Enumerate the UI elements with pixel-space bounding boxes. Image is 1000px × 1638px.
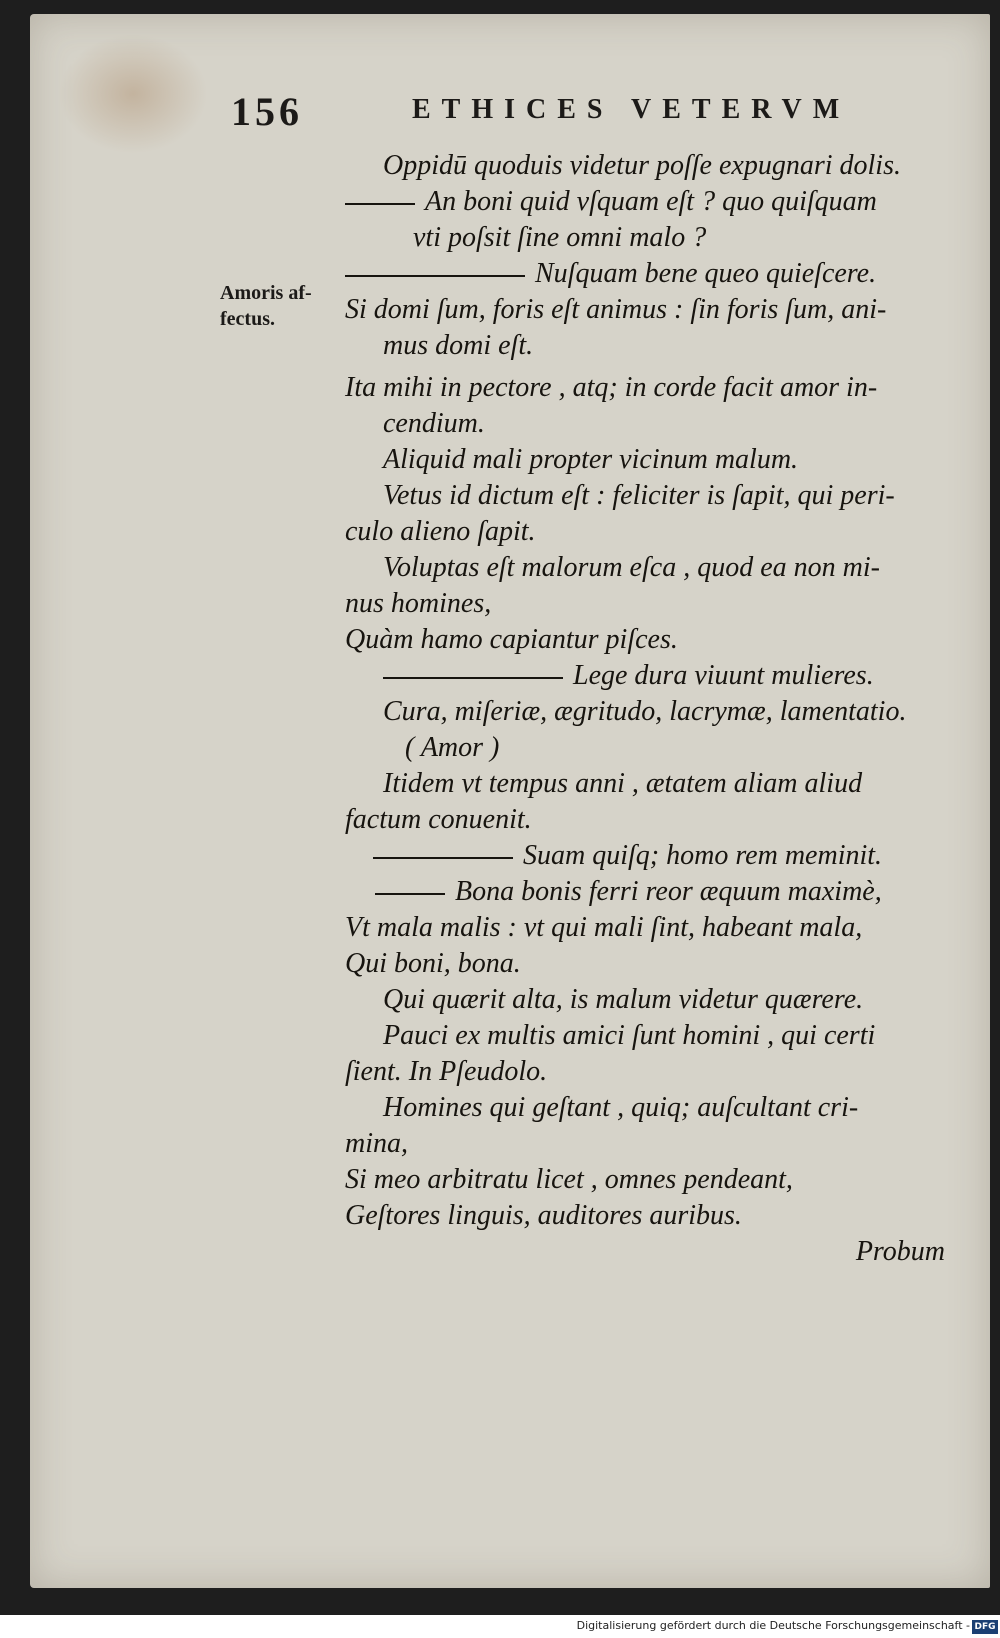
- funding-credit: Digitalisierung gefördert durch die Deutsche Forschungsgemeinschaft -: [576, 1619, 970, 1632]
- text-line: mina,: [345, 1128, 408, 1159]
- text-line: factum conuenit.: [345, 804, 532, 835]
- marginal-note-line: fectus.: [220, 308, 275, 330]
- text-line: Pauci ex multis amici ſunt homini , qui certi: [383, 1020, 876, 1051]
- running-title: ETHICES VETERVM: [412, 94, 851, 125]
- text-line-content: Lege dura viuunt mulieres.: [573, 660, 874, 691]
- text-line: [345, 256, 945, 292]
- text-line: Si domi ſum, foris eſt animus : ſin foris ſum, ani-: [345, 294, 887, 325]
- text-line: Homines qui geſtant , quiq; auſcultant cri-: [383, 1092, 859, 1123]
- text-line-content: Bona bonis ferri reor æquum maximè,: [455, 876, 882, 907]
- marginal-note: [220, 280, 320, 332]
- text-line: Si meo arbitratu licet , omnes pendeant,: [345, 1164, 793, 1195]
- dfg-logo-icon: DFG: [972, 1620, 998, 1634]
- dash-rule: [373, 857, 513, 859]
- text-line: culo alieno ſapit.: [345, 516, 536, 547]
- text-line: [345, 184, 945, 220]
- text-line: Qui boni, bona.: [345, 948, 521, 979]
- text-line: Voluptas eſt malorum eſca , quod ea non mi-: [383, 552, 880, 583]
- text-line: [345, 658, 945, 694]
- body-text: [345, 148, 945, 1270]
- dash-rule: [375, 893, 445, 895]
- catchword: Probum: [855, 1236, 945, 1267]
- text-line: ſient. In Pſeudolo.: [345, 1056, 548, 1087]
- text-line-content: Nuſquam bene queo quieſcere.: [535, 258, 877, 289]
- text-line: ( Amor ): [405, 732, 500, 763]
- text-line: mus domi eſt.: [383, 330, 534, 361]
- text-line: Quàm hamo capiantur piſces.: [345, 624, 678, 655]
- text-line: [345, 838, 945, 874]
- page-header: [196, 88, 920, 134]
- text-line: vti poſsit ſine omni malo ?: [413, 222, 707, 253]
- text-line: nus homines,: [345, 588, 492, 619]
- text-line: Cura, miſeriæ, ægritudo, lacrymæ, lamentatio.: [383, 696, 907, 727]
- text-line: Itidem vt tempus anni , ætatem aliam aliud: [383, 768, 863, 799]
- marginal-note-line: Amoris af-: [220, 282, 312, 304]
- text-line: [345, 874, 945, 910]
- digitization-footer: [0, 1617, 1000, 1638]
- page-number: 156: [231, 89, 303, 134]
- text-line-content: Suam quiſq; homo rem meminit.: [523, 840, 883, 871]
- dash-rule: [345, 275, 525, 277]
- text-line: Geſtores linguis, auditores auribus.: [345, 1200, 742, 1231]
- text-line: Qui quærit alta, is malum videtur quærere.: [383, 984, 864, 1015]
- text-line: Aliquid mali propter vicinum malum.: [383, 444, 799, 475]
- text-line: cendium.: [383, 408, 485, 439]
- text-line: Oppidū quoduis videtur poſſe expugnari dolis.: [383, 150, 901, 181]
- text-line: Vt mala malis : vt qui mali ſint, habeant mala,: [345, 912, 863, 943]
- page-stain: [58, 34, 208, 154]
- text-line: Ita mihi in pectore , atq; in corde facit amor in-: [345, 372, 878, 403]
- dash-rule: [345, 203, 415, 205]
- text-line-content: An boni quid vſquam eſt ? quo quiſquam: [425, 186, 877, 217]
- dash-rule: [383, 677, 563, 679]
- text-line: Vetus id dictum eſt : feliciter is ſapit, qui peri-: [383, 480, 895, 511]
